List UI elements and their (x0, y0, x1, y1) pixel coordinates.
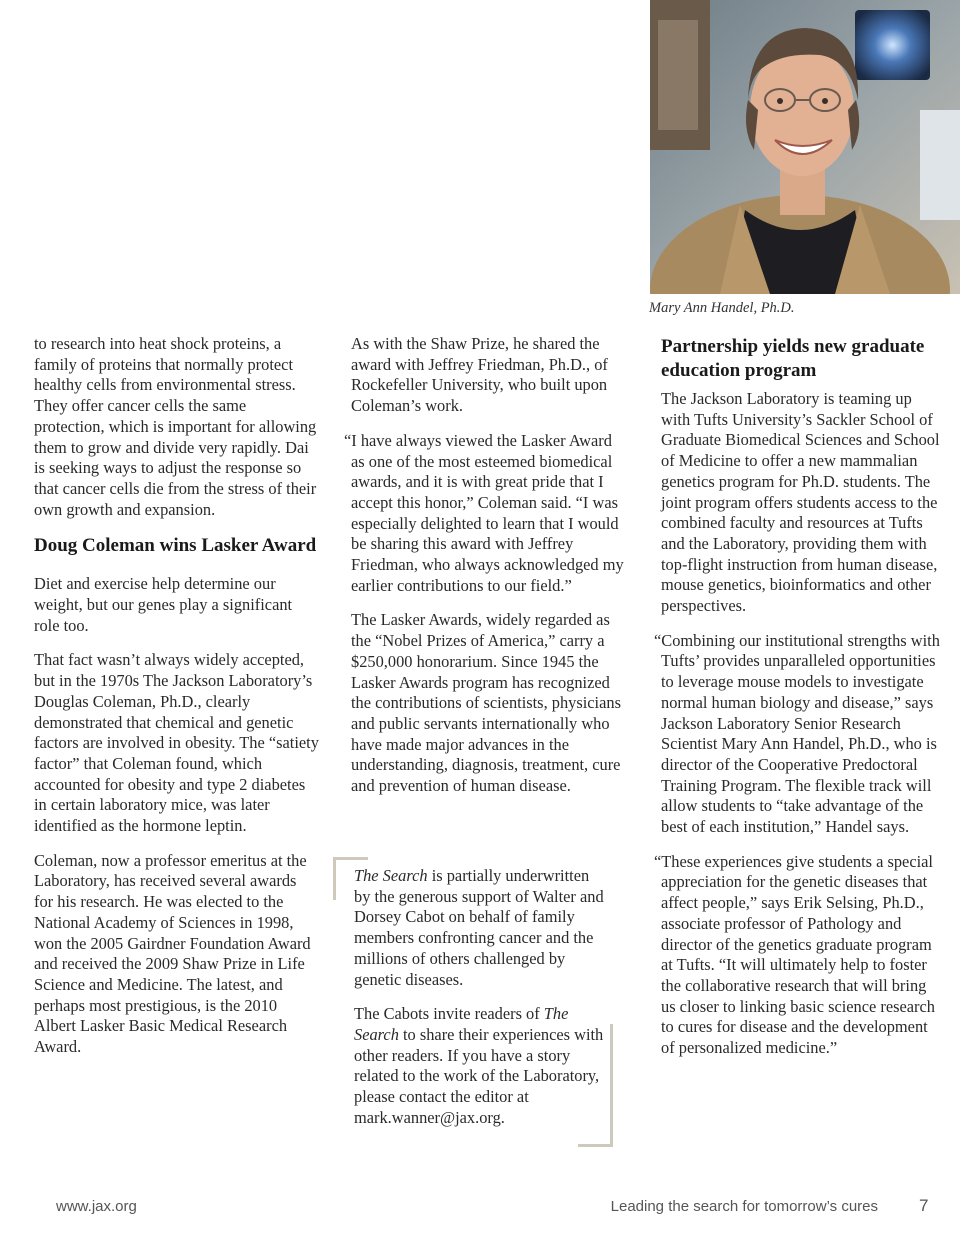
sidebar-text: to share their experiences with other readers. If you have a story related to the work of the Laboratory, please contact the editor at mark.wanner@jax.org. (354, 1024, 604, 1127)
portrait-photo (650, 0, 960, 294)
paragraph: As with the Shaw Prize, he shared the award with Jeffrey Friedman, Ph.D., of Rockefeller University, who built upon Coleman’s work. (351, 334, 608, 416)
paragraph: to research into heat shock proteins, a family of proteins that normally protect healthy cells from environmental stress. They offer cancer cells the same protection, which is important for allowing them to grow and divide very rapidly. Dai is seeking ways to adjust the response so that cancer cells die from the stress of their own growth and expansion. (34, 334, 317, 519)
sidebar-text: The Cabots invite readers of (354, 1004, 544, 1024)
column-3 (654, 334, 943, 1073)
section-heading: Doug Coleman wins Lasker Award (34, 535, 317, 557)
sidebar-text: is partially underwritten by the generous support of Walter and Dorsey Cabot on behalf of family members confronting cancer and the millions of others challenged by genetic diseases. (354, 866, 604, 989)
quote-paragraph: “I have always viewed the Lasker Award as one of the most esteemed biomedical awards, and it is with great pride that I accept this honor,” Coleman said. “I was especially delighted to learn that I would be sharing this award with Jeffrey Friedman, who always acknowledged my earlier contributions to our field.” (344, 430, 624, 595)
sponsor-sidebar (333, 857, 613, 1147)
quote-paragraph: “Combining our institutional strengths with Tufts’ provides unparalleled opportunities to leverage mouse models to investigate normal human biology and disease,” says Jackson Laboratory Senior Research Scientist Mary Ann Handel, Ph.D., who is director of the Cooperative Predoctoral Training Program. The flexible track will allow students to “take advantage of the best of each institution,” Handel says. (654, 630, 940, 837)
paragraph: The Jackson Laboratory is teaming up with Tufts University’s Sackler School of Graduate Biomedical Sciences and School of Medicine to offer a new mammalian genetics program for Ph.D. students. The joint program offers students access to the combined faculty and resources at Tufts and the Laboratory, providing them with top-flight instruction from human disease, mouse genetics, bioinformatics and other perspectives. (661, 389, 940, 616)
paragraph: The Lasker Awards, widely regarded as the “Nobel Prizes of America,” carry a $250,000 honorarium. Since 1945 the Lasker Awards program has recognized the contributions of scientists, physicians and public servants internationally who have made major advances in the understanding, diagnosis, treatment, cure and prevention of human disease. (351, 610, 621, 796)
footer-tagline: Leading the search for tomorrow’s cures (610, 1198, 878, 1215)
publication-title: The Search (354, 1004, 569, 1044)
column-2 (344, 334, 626, 811)
sidebar-paragraph (354, 866, 609, 990)
publication-title: The Search (354, 866, 428, 885)
page-number: 7 (919, 1196, 929, 1215)
footer-url[interactable]: www.jax.org (56, 1198, 137, 1215)
paragraph: Diet and exercise help determine our weight, but our genes play a significant role too. (34, 574, 293, 635)
paragraph: Coleman, now a professor emeritus at the Laboratory, has received several awards for his research. He was elected to the National Academy of Sciences in 1998, won the 2005 Gairdner Foundation Award and received the 2009 Shaw Prize in Life Science and Medicine. The latest, and perhaps most prestigious, is the 2010 Albert Lasker Basic Medical Research Award. (34, 850, 311, 1057)
sidebar-paragraph (354, 1004, 609, 1128)
quote-paragraph: “These experiences give students a special appreciation for the genetic diseases that affect people,” says Erik Selsing, Ph.D., associate professor of Pathology and director of the genetics graduate program at Tufts. “It will ultimately help to foster the collaborative research that will bring us closer to linking basic science research to cures for disease and the development of personalized medicine.” (654, 851, 935, 1058)
paragraph: That fact wasn’t always widely accepted, but in the 1970s The Jackson Laboratory’s Douglas Coleman, Ph.D., clearly demonstrated that chemical and genetic factors are involved in obesity. The “satiety factor” that Coleman found, which accounted for obesity and type 2 diabetes in certain laboratory mice, was later identified as the hormone leptin. (34, 650, 319, 836)
portrait-image (650, 0, 960, 294)
photo-caption: Mary Ann Handel, Ph.D. (649, 300, 795, 316)
section-heading: Partnership yields new graduate education program (661, 336, 925, 381)
column-1 (34, 334, 319, 1072)
